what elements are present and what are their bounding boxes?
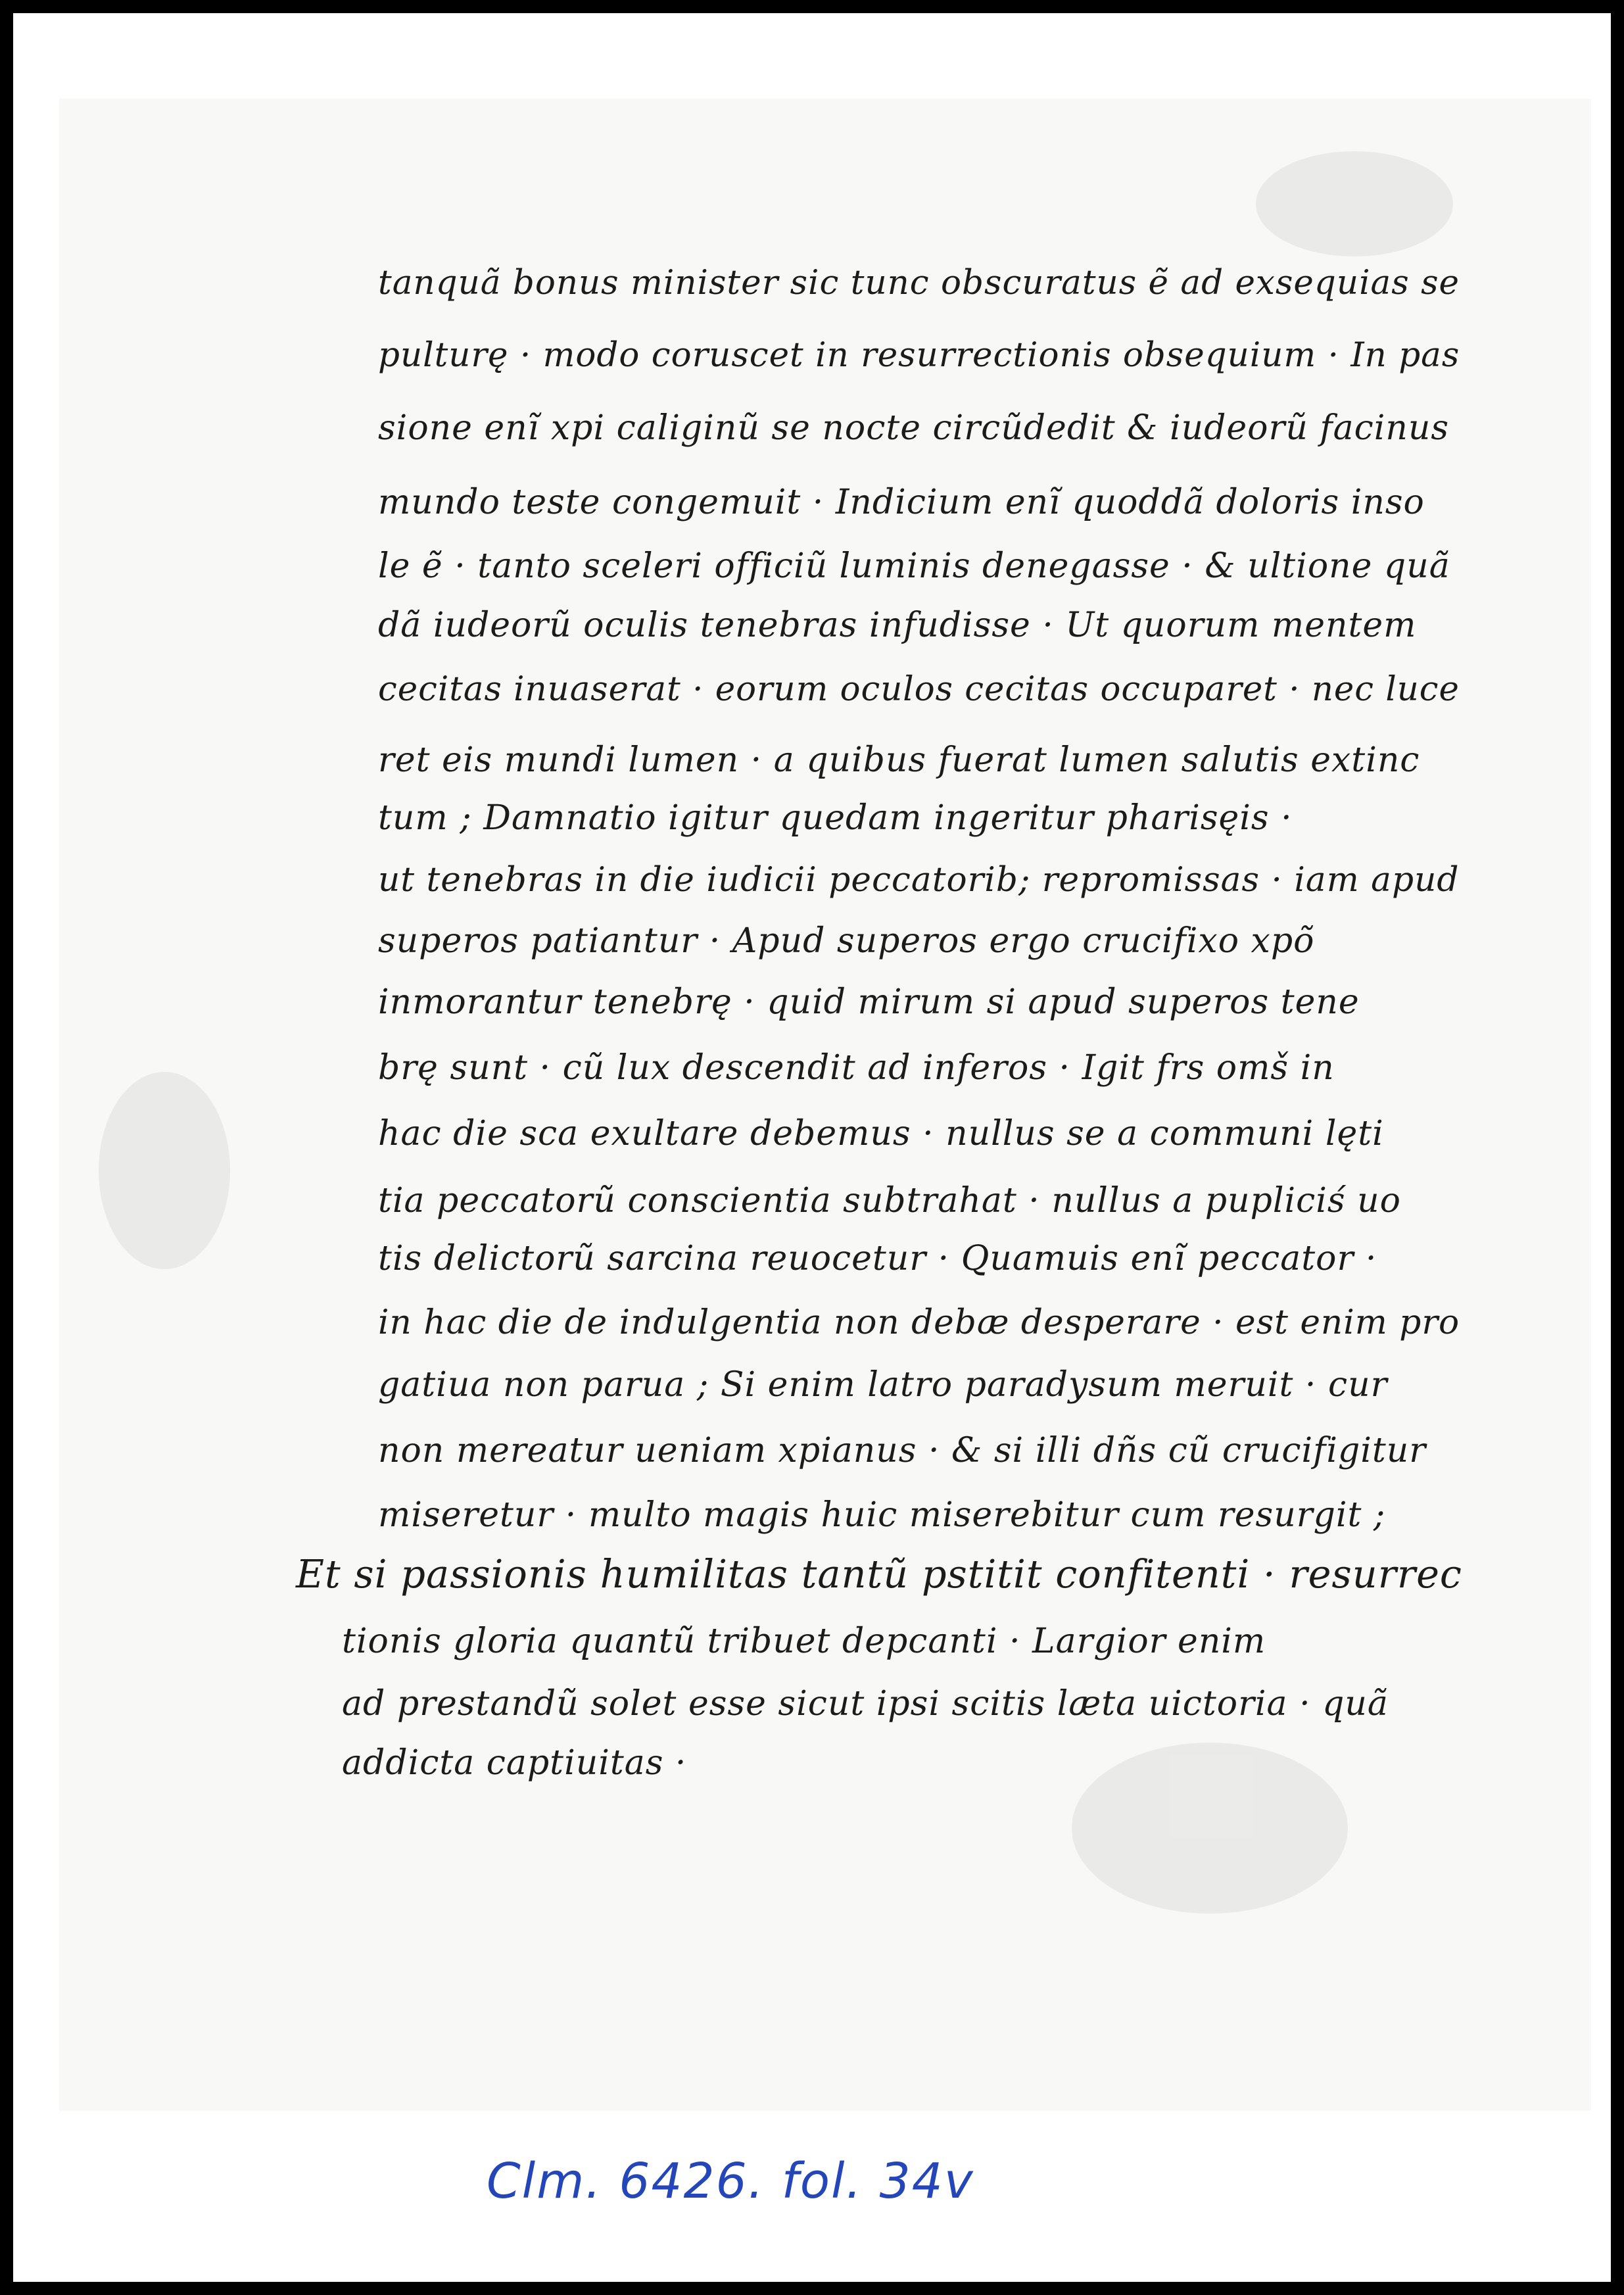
manuscript-line: le ẽ · tanto sceleri officiũ luminis denegasse · & ultione quã [378, 546, 1450, 586]
manuscript-line: ret eis mundi lumen · a quibus fuerat lumen salutis extinc [378, 740, 1420, 780]
manuscript-line: tanquã bonus minister sic tunc obscuratus ẽ ad exsequias se [378, 263, 1460, 302]
manuscript-page [13, 13, 1611, 2282]
manuscript-line: tum ; Damnatio igitur quedam ingeritur pharisęis · [378, 798, 1293, 838]
manuscript-line: mundo teste congemuit · Indicium enĩ quoddã doloris inso [378, 483, 1425, 522]
manuscript-line: inmorantur tenebrę · quid mirum si apud superos tene [378, 982, 1360, 1022]
manuscript-line: miseretur · multo magis huic miserebitur cum resurgit ; [378, 1495, 1386, 1535]
manuscript-line: pulturę · modo coruscet in resurrectionis obsequium · In pas [378, 335, 1460, 375]
manuscript-line: addicta captiuitas · [342, 1743, 687, 1783]
manuscript-line: tia peccatorũ conscientia subtrahat · nullus a pupliciś uo [378, 1181, 1401, 1220]
manuscript-line: in hac die de indulgentia non debæ desperare · est enim pro [378, 1303, 1460, 1342]
manuscript-line: sione enĩ xpi caliginũ se nocte circũdedit & iudeorũ facinus [378, 408, 1450, 448]
manuscript-line: tionis gloria quantũ tribuet depcanti · Largior enim [342, 1622, 1266, 1661]
manuscript-line: brę sunt · cũ lux descendit ad inferos · Igit frs omš in [378, 1048, 1335, 1088]
manuscript-line: ut tenebras in die iudicii peccatorib; repromissas · iam apud [378, 860, 1460, 900]
manuscript-line: tis delictorũ sarcina reuocetur · Quamuis enĩ peccator · [378, 1239, 1377, 1278]
manuscript-line: ad prestandũ solet esse sicut ipsi scitis læta uictoria · quã [342, 1684, 1389, 1724]
manuscript-line: cecitas inuaserat · eorum oculos cecitas occuparet · nec luce [378, 669, 1460, 709]
manuscript-line-initial: Et si passionis humilitas tantũ pstitit confitenti · resurrec [296, 1551, 1462, 1597]
archive-shelfmark-note: Clm. 6426. fol. 34v [487, 2153, 974, 2210]
manuscript-line: gatiua non parua ; Si enim latro paradysum meruit · cur [378, 1365, 1388, 1405]
manuscript-line: non mereatur ueniam xpianus · & si illi dñs cũ crucifigitur [378, 1431, 1427, 1470]
manuscript-text [13, 13, 1611, 2282]
manuscript-line: superos patiantur · Apud superos ergo crucifixo xpõ [378, 921, 1315, 961]
manuscript-line: dã iudeorũ oculis tenebras infudisse · Ut quorum mentem [378, 606, 1417, 645]
manuscript-line: hac die sca exultare debemus · nullus se a communi lęti [378, 1114, 1384, 1153]
